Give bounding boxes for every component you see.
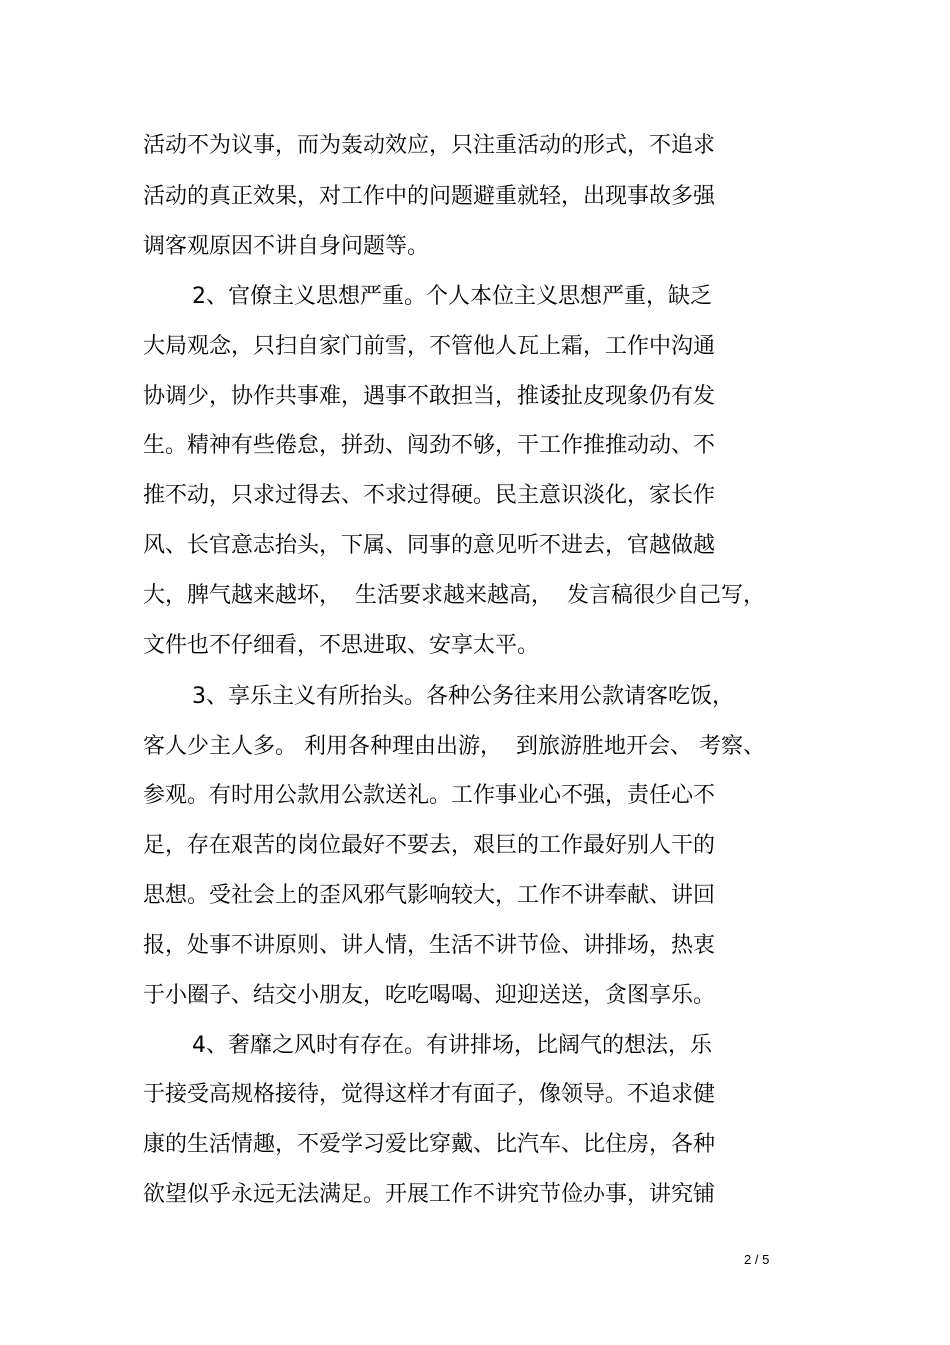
text-line: 活动不为议事，而为轰动效应，只注重活动的形式，不追求 xyxy=(143,133,716,158)
paragraph-start-line: 4、奢靡之风时有存在。有讲排场，比阔气的想法，乐 xyxy=(192,1033,712,1058)
text-line: 报，处事不讲原则、讲人情，生活不讲节俭、讲排场，热衷 xyxy=(143,933,716,958)
text-line: 调客观原因不讲自身问题等。 xyxy=(143,234,430,259)
text-line: 康的生活情趣，不爱学习爱比穿戴、比汽车、比住房，各种 xyxy=(143,1132,716,1157)
text-line: 足，存在艰苦的岗位最好不要去，艰巨的工作最好别人干的 xyxy=(143,833,716,858)
text-line: 生。精神有些倦怠，拼劲、闯劲不够，干工作推推动动、不 xyxy=(143,433,716,458)
text-line: 风、长官意志抬头，下属、同事的意见听不进去，官越做越 xyxy=(143,533,716,558)
text-line: 大，脾气越来越坏， 生活要求越来越高， 发言稿很少自己写， xyxy=(143,583,765,608)
text-line: 参观。有时用公款用公款送礼。工作事业心不强，责任心不 xyxy=(143,783,716,808)
text-line: 协调少，协作共事难，遇事不敢担当，推诿扯皮现象仍有发 xyxy=(143,384,716,409)
text-line: 推不动，只求过得去、不求过得硬。民主意识淡化，家长作 xyxy=(143,483,716,508)
paragraph-start-line: 2、官僚主义思想严重。个人本位主义思想严重，缺乏 xyxy=(192,284,712,309)
text-line: 客人少主人多。 利用各种理由出游， 到旅游胜地开会、 考察、 xyxy=(143,734,765,759)
page-number: 2 / 5 xyxy=(744,1252,770,1267)
text-line: 大局观念，只扫自家门前雪，不管他人瓦上霜，工作中沟通 xyxy=(143,334,716,359)
text-line: 于小圈子、结交小朋友，吃吃喝喝、迎迎送送，贪图享乐。 xyxy=(143,983,716,1008)
text-line: 于接受高规格接待，觉得这样才有面子，像领导。不追求健 xyxy=(143,1082,716,1107)
paragraph-start-line: 3、享乐主义有所抬头。各种公务往来用公款请客吃饭， xyxy=(192,684,734,709)
text-line: 欲望似乎永远无法满足。开展工作不讲究节俭办事，讲究铺 xyxy=(143,1182,716,1207)
text-line: 文件也不仔细看，不思进取、安享太平。 xyxy=(143,633,540,658)
text-line: 思想。受社会上的歪风邪气影响较大，工作不讲奉献、讲回 xyxy=(143,883,716,908)
text-line: 活动的真正效果，对工作中的问题避重就轻，出现事故多强 xyxy=(143,184,716,209)
